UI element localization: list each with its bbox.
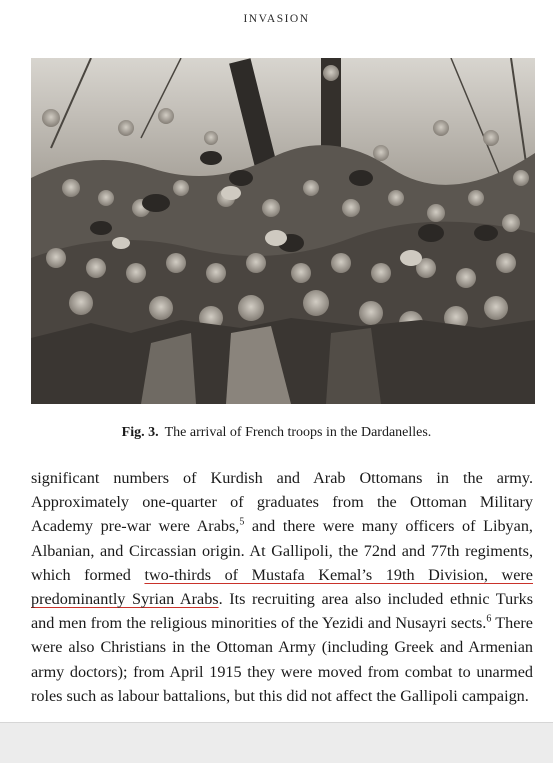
body-paragraph (31, 466, 533, 708)
footnote-ref-6[interactable]: 6 (486, 613, 492, 625)
body-text-segment-2: and there were many officers of Libyan, Albanian, and Circassian origin. At Gallipoli, the 72nd and 77th regiments, which formed (31, 517, 533, 584)
body-text-segment-3: . Its recruiting area also included ethnic Turks and men from the religious minorities of the Yezidi and Nusayri sects. (31, 590, 534, 633)
highlighted-passage[interactable]: two-thirds of Mustafa Kemal’s 19th Division, were predominantly Syrian Arabs (31, 565, 533, 609)
footnote-ref-5[interactable]: 5 (239, 517, 245, 529)
figure-label: Fig. 3. (121, 425, 159, 440)
body-text-segment-4: There were also Christians in the Ottoman Army (including Greek and Armenian army doctors); from April 1915 they were moved from combat to unarmed roles such as labour battalions, but this did not affect the Gallipoli campaign. (31, 614, 533, 705)
figure-caption (0, 425, 553, 441)
figure-caption-text: The arrival of French troops in the Dardanelles. (164, 425, 432, 440)
historical-photograph (31, 58, 535, 404)
running-head: INVASION (243, 13, 310, 25)
reader-bottom-bar (0, 722, 553, 763)
body-text-segment-1: significant numbers of Kurdish and Arab Ottomans in the army. Approximately one-quarter of graduates from the Ottoman Military Academy pre-war were Arabs, (31, 469, 533, 536)
